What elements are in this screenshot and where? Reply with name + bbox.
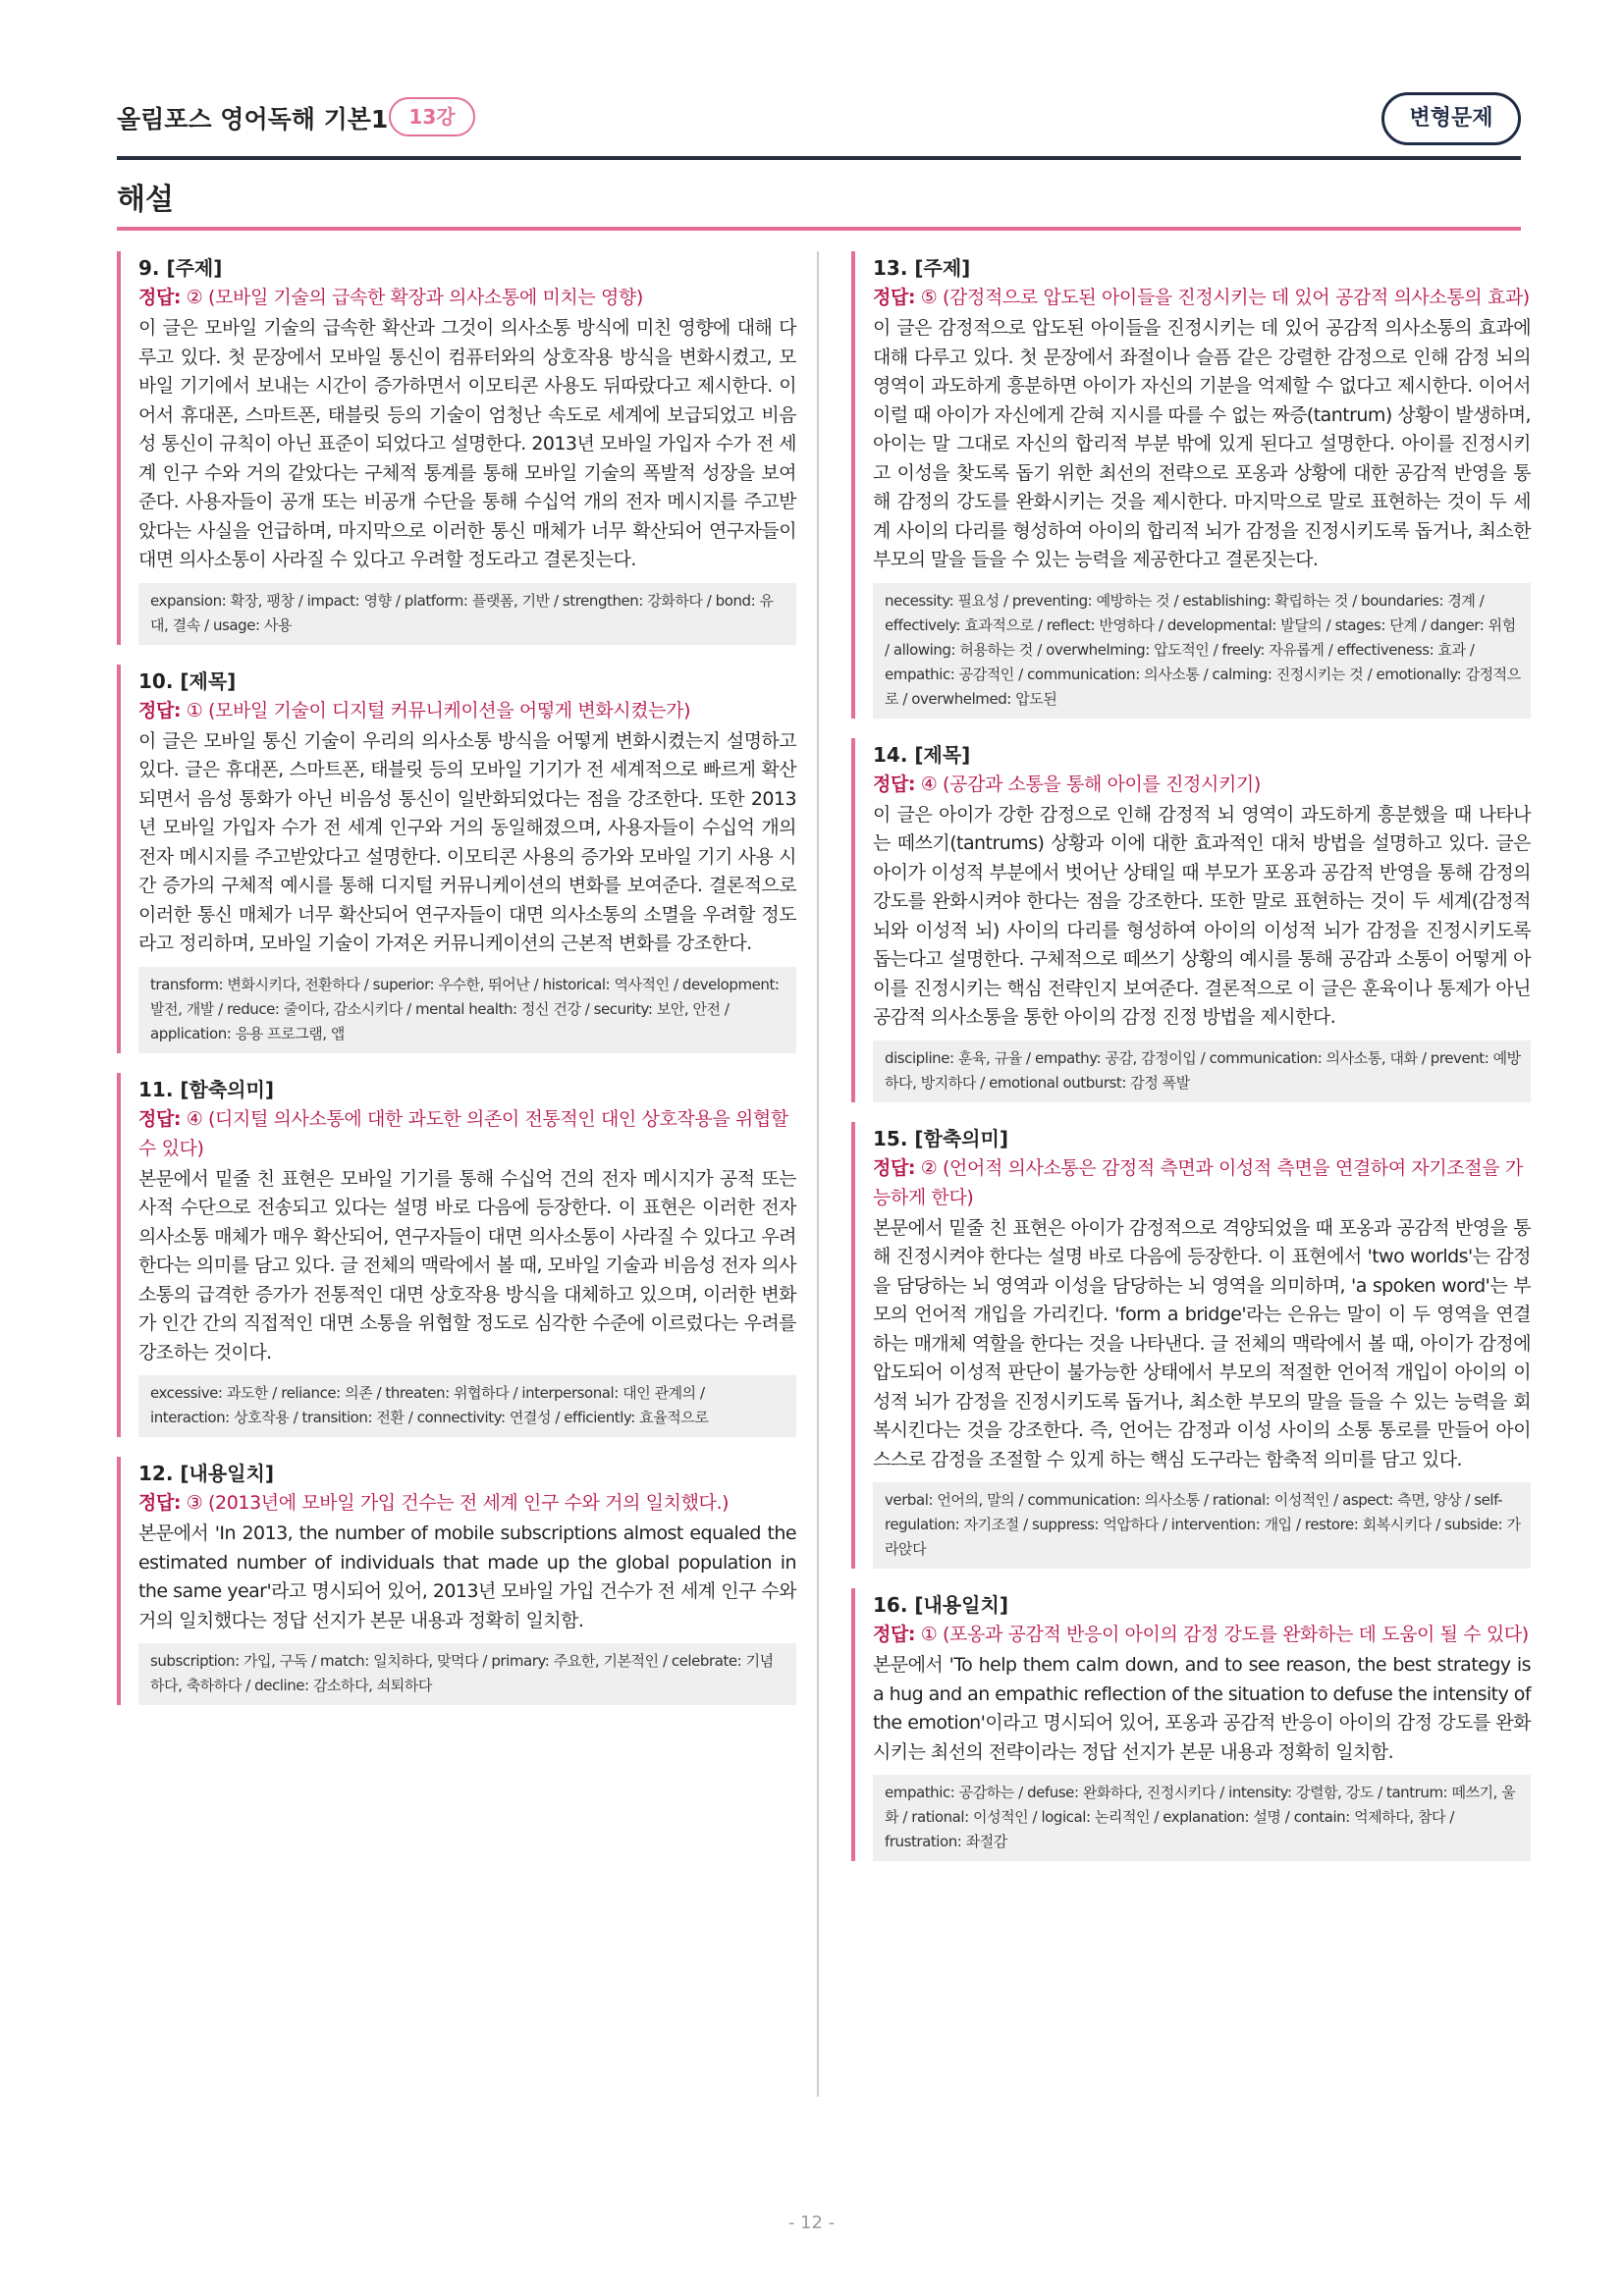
explanation-text: 본문에서 밑줄 친 표현은 모바일 기기를 통해 수십억 건의 전자 메시지가 공적 또는 사적 수단으로 전송되고 있다는 설명 바로 다음에 등장한다. 이 표현은 이러한 전자 의사소통 매체가 매우 확산되어, 연구자들이 대면 의사소통이 사라질 수 있다고 우려한다는 의미를 담고 있다. 글 전체의 맥락에서 볼 때, 모바일 기술과 비음성 전자 의사소통의 급격한 증가가 전통적인 대면 상호작용 방식을 대체하고 있으며, 이러한 변화가 인간 간의 직접적인 대면 소통을 위협할 정도로 심각한 수준에 이르렀다는 우려를 강조하는 것이다. <box>138 1167 796 1363</box>
right-column <box>851 251 1531 1881</box>
answer-label: 정답: <box>138 1492 182 1514</box>
section-divider <box>117 227 1521 231</box>
answer-label: 정답: <box>138 699 182 721</box>
answer-label: 정답: <box>873 773 916 795</box>
answer-line <box>138 1104 796 1163</box>
question-title: 16. [내용일치] <box>873 1593 1008 1617</box>
answer-label: 정답: <box>138 287 182 308</box>
answer-text: ④ (공감과 소통을 통해 아이를 진정시키기) <box>920 773 1261 795</box>
question-title: 11. [함축의미] <box>138 1077 274 1101</box>
question-title: 12. [내용일치] <box>138 1462 274 1485</box>
question-block <box>851 1122 1531 1570</box>
question-title: 14. [제목] <box>873 742 971 767</box>
book-title: 올림포스 영어독해 기본1 <box>117 105 389 133</box>
question-block <box>117 665 796 1053</box>
explanation-text: 이 글은 모바일 통신 기술이 우리의 의사소통 방식을 어떻게 변화시켰는지 설명하고 있다. 글은 휴대폰, 스마트폰, 태블릿 등의 모바일 기기가 전 세계적으로 빠르게 확산되면서 음성 통화가 아닌 비음성 통신이 일반화되었다는 점을 강조한다. 또한 2013년 모바일 가입자 수가 전 세계 인구와 거의 동일해졌으며, 사용자들이 수십억 개의 전자 메시지를 주고받았다고 설명한다. 이모티콘 사용의 증가와 모바일 기기 사용 시간 증가의 구체적 예시를 통해 디지털 커뮤니케이션의 변화를 보여준다. 결론적으로 이러한 통신 매체가 너무 확산되어 연구자들이 대면 의사소통의 소멸을 우려할 정도라고 정리하며, 모바일 기술이 가져온 커뮤니케이션의 근본적 변화를 강조한다. <box>138 729 796 954</box>
header-divider <box>117 156 1521 160</box>
type-badge: 변형문제 <box>1381 92 1521 145</box>
vocabulary-box: transform: 변화시키다, 전환하다 / superior: 우수한, 뛰어난 / historical: 역사적인 / development: 발전, 개발 / reduce: 줄이다, 감소시키다 / mental health: 정신 건강 / security: 보안, 안전 / application: 응용 프로그램, 앱 <box>138 967 796 1053</box>
vocabulary-box: verbal: 언어의, 말의 / communication: 의사소통 / rational: 이성적인 / aspect: 측면, 양상 / self-regulation: 자기조절 / suppress: 억압하다 / intervention: 개입 / restore: 회복시키다 / subside: 가라앉다 <box>873 1482 1531 1569</box>
explanation-text: 이 글은 아이가 강한 감정으로 인해 감정적 뇌 영역이 과도하게 흥분했을 때 나타나는 떼쓰기(tantrums) 상황과 이에 대한 효과적인 대처 방법을 설명하고 있다. 글은 아이가 이성적 부분에서 벗어난 상태일 때 부모가 포옹과 공감적 반영을 통해 감정의 강도를 완화시켜야 한다는 점을 강조한다. 또한 말로 표현하는 것이 두 세계(감정적 뇌와 이성적 뇌) 사이의 다리를 형성하여 아이의 이성적 뇌가 감정을 진정시키도록 돕는다고 설명한다. 구체적으로 떼쓰기 상황의 예시를 통해 공감과 소통이 어떻게 아이를 진정시키는 핵심 전략인지 보여준다. 결론적으로 이 글은 훈육이나 통제가 아닌 공감적 의사소통을 통한 아이의 감정 진정 방법을 제시한다. <box>873 803 1531 1028</box>
answer-line <box>138 283 796 312</box>
question-block <box>117 1073 796 1438</box>
explanation-text: 본문에서 'To help them calm down, and to see reason, the best strategy is a hug and an empathic reflection of the situation to defuse the intensity of the emotion'이라고 명시되어 있어, 포옹과 공감적 반응이 아이의 감정 강도를 완화시키는 최선의 전략이라는 정답 선지가 본문 내용과 정확히 일치함. <box>873 1654 1531 1763</box>
answer-text: ① (모바일 기술이 디지털 커뮤니케이션을 어떻게 변화시켰는가) <box>186 699 691 721</box>
vocabulary-box: subscription: 가입, 구독 / match: 일치하다, 맞먹다 / primary: 주요한, 기본적인 / celebrate: 기념하다, 축하하다 / decline: 감소하다, 쇠퇴하다 <box>138 1643 796 1705</box>
explanation-text: 이 글은 감정적으로 압도된 아이들을 진정시키는 데 있어 공감적 의사소통의 효과에 대해 다루고 있다. 첫 문장에서 좌절이나 슬픔 같은 강렬한 감정으로 인해 감정 뇌의 영역이 과도하게 흥분하면 아이가 자신의 기분을 억제할 수 없다고 제시한다. 이어서 이럴 때 아이가 자신에게 갇혀 지시를 따를 수 없는 짜증(tantrum) 상황이 발생하며, 아이는 말 그대로 자신의 합리적 부분 밖에 있게 된다고 설명한다. 아이를 진정시키고 이성을 찾도록 돕기 위한 최선의 전략으로 포옹과 상황에 대한 공감적 반영을 통해 감정의 강도를 완화시키는 것을 제시한다. 마지막으로 말로 표현하는 것이 두 세계 사이의 다리를 형성하여 아이의 합리적 뇌가 감정을 진정시키도록 돕거나, 최소한 부모의 말을 들을 수 있는 능력을 제공한다고 결론짓는다. <box>873 317 1531 570</box>
question-block <box>851 738 1531 1102</box>
question-block <box>117 251 796 645</box>
answer-line <box>873 283 1531 312</box>
page-header <box>117 90 1521 155</box>
explanation-text: 이 글은 모바일 기술의 급속한 확산과 그것이 의사소통 방식에 미친 영향에 대해 다루고 있다. 첫 문장에서 모바일 통신이 컴퓨터와의 상호작용 방식을 변화시켰고, 모바일 기기에서 보내는 시간이 증가하면서 이모티콘 사용도 뒤따랐다고 제시한다. 이어서 휴대폰, 스마트폰, 태블릿 등의 기술이 엄청난 속도로 세계에 보급되었고 비음성 통신이 규칙이 아닌 표준이 되었다고 설명한다. 2013년 모바일 가입자 수가 전 세계 인구 수와 거의 같았다는 구체적 통계를 통해 모바일 기술의 폭발적 성장을 보여준다. 사용자들이 공개 또는 비공개 수단을 통해 수십억 개의 전자 메시지를 주고받았다는 사실을 언급하며, 마지막으로 이러한 통신 매체가 너무 확산되어 연구자들이 대면 의사소통이 사라질 수 있다고 우려할 정도라고 결론짓는다. <box>138 317 796 570</box>
question-block <box>117 1457 796 1705</box>
explanation-text: 본문에서 밑줄 친 표현은 아이가 감정적으로 격양되었을 때 포옹과 공감적 반영을 통해 진정시켜야 한다는 설명 바로 다음에 등장한다. 이 표현에서 'two worlds'는 감정을 담당하는 뇌 영역과 이성을 담당하는 뇌 영역을 의미하며, 'a spoken word'는 부모의 언어적 개입을 가리킨다. 'form a bridge'라는 은유는 말이 이 두 영역을 연결하는 매개체 역할을 한다는 것을 나타낸다. 글 전체의 맥락에서 볼 때, 아이가 감정에 압도되어 이성적 판단이 불가능한 상태에서 부모의 적절한 언어적 개입이 아이의 이성적 뇌가 감정을 진정시키도록 돕거나, 최소한 부모의 말을 들을 수 있는 능력을 회복시킨다는 것을 강조한다. 즉, 언어는 감정과 이성 사이의 소통 통로를 만들어 아이 스스로 감정을 조절할 수 있게 하는 핵심 도구라는 함축적 의미를 담고 있다. <box>873 1216 1531 1470</box>
question-block <box>851 1588 1531 1861</box>
answer-text: ④ (디지털 의사소통에 대한 과도한 의존이 전통적인 대인 상호작용을 위협할 수 있다) <box>138 1107 788 1159</box>
answer-text: ⑤ (감정적으로 압도된 아이들을 진정시키는 데 있어 공감적 의사소통의 효과) <box>920 287 1530 308</box>
answer-line <box>138 696 796 725</box>
lesson-badge: 13강 <box>389 97 475 136</box>
question-title: 10. [제목] <box>138 668 237 693</box>
vocabulary-box: necessity: 필요성 / preventing: 예방하는 것 / establishing: 확립하는 것 / boundaries: 경계 / effectively: 효과적으로 / reflect: 반영하다 / developmental: 발달의 / stages: 단계 / danger: 위험 / allowing: 허용하는 것 / overwhelming: 압도적인 / freely: 자유롭게 / effectiveness: 효과 / empathic: 공감적인 / communication: 의사소통 / calming: 진정시키는 것 / emotionally: 감정적으로 / overwhelmed: 압도된 <box>873 583 1531 719</box>
vocabulary-box: empathic: 공감하는 / defuse: 완화하다, 진정시키다 / intensity: 강렬함, 강도 / tantrum: 떼쓰기, 울화 / rational: 이성적인 / logical: 논리적인 / explanation: 설명 / contain: 억제하다, 참다 / frustration: 좌절감 <box>873 1775 1531 1861</box>
left-column <box>117 251 796 1725</box>
question-title: 15. [함축의미] <box>873 1126 1008 1150</box>
answer-text: ② (언어적 의사소통은 감정적 측면과 이성적 측면을 연결하여 자기조절을 가능하게 한다) <box>873 1156 1523 1208</box>
answer-label: 정답: <box>873 287 916 308</box>
answer-label: 정답: <box>138 1107 182 1130</box>
answer-line <box>873 1620 1531 1649</box>
vocabulary-box: excessive: 과도한 / reliance: 의존 / threaten: 위협하다 / interpersonal: 대인 관계의 / interaction: 상호작용 / transition: 전환 / connectivity: 연결성 / efficiently: 효율적으로 <box>138 1375 796 1437</box>
section-title: 해설 <box>117 183 174 217</box>
page-number: - 12 - <box>787 2213 836 2233</box>
question-block <box>851 251 1531 719</box>
vocabulary-box: discipline: 훈육, 규율 / empathy: 공감, 감정이입 / communication: 의사소통, 대화 / prevent: 예방하다, 방지하다 / emotional outburst: 감정 폭발 <box>873 1041 1531 1102</box>
answer-text: ③ (2013년에 모바일 가입 건수는 전 세계 인구 수와 거의 일치했다.) <box>186 1492 730 1514</box>
answer-label: 정답: <box>873 1624 916 1645</box>
question-title: 9. [주제] <box>138 256 223 280</box>
answer-line <box>873 770 1531 799</box>
answer-line <box>873 1153 1531 1212</box>
vocabulary-box: expansion: 확장, 팽창 / impact: 영향 / platform: 플랫폼, 기반 / strengthen: 강화하다 / bond: 유대, 결속 / usage: 사용 <box>138 583 796 645</box>
answer-text: ① (포옹과 공감적 반응이 아이의 감정 강도를 완화하는 데 도움이 될 수 있다) <box>920 1624 1529 1645</box>
answer-label: 정답: <box>873 1156 916 1179</box>
answer-line <box>138 1488 796 1518</box>
column-divider <box>817 251 819 2097</box>
question-title: 13. [주제] <box>873 256 971 280</box>
answer-text: ② (모바일 기술의 급속한 확장과 의사소통에 미치는 영향) <box>186 287 643 308</box>
explanation-text: 본문에서 'In 2013, the number of mobile subscriptions almost equaled the estimated number of individuals that made up the global population in the same year'라고 명시되어 있어, 2013년 모바일 가입 건수가 전 세계 인구 수와 거의 일치했다는 정답 선지가 본문 내용과 정확히 일치함. <box>138 1522 796 1631</box>
